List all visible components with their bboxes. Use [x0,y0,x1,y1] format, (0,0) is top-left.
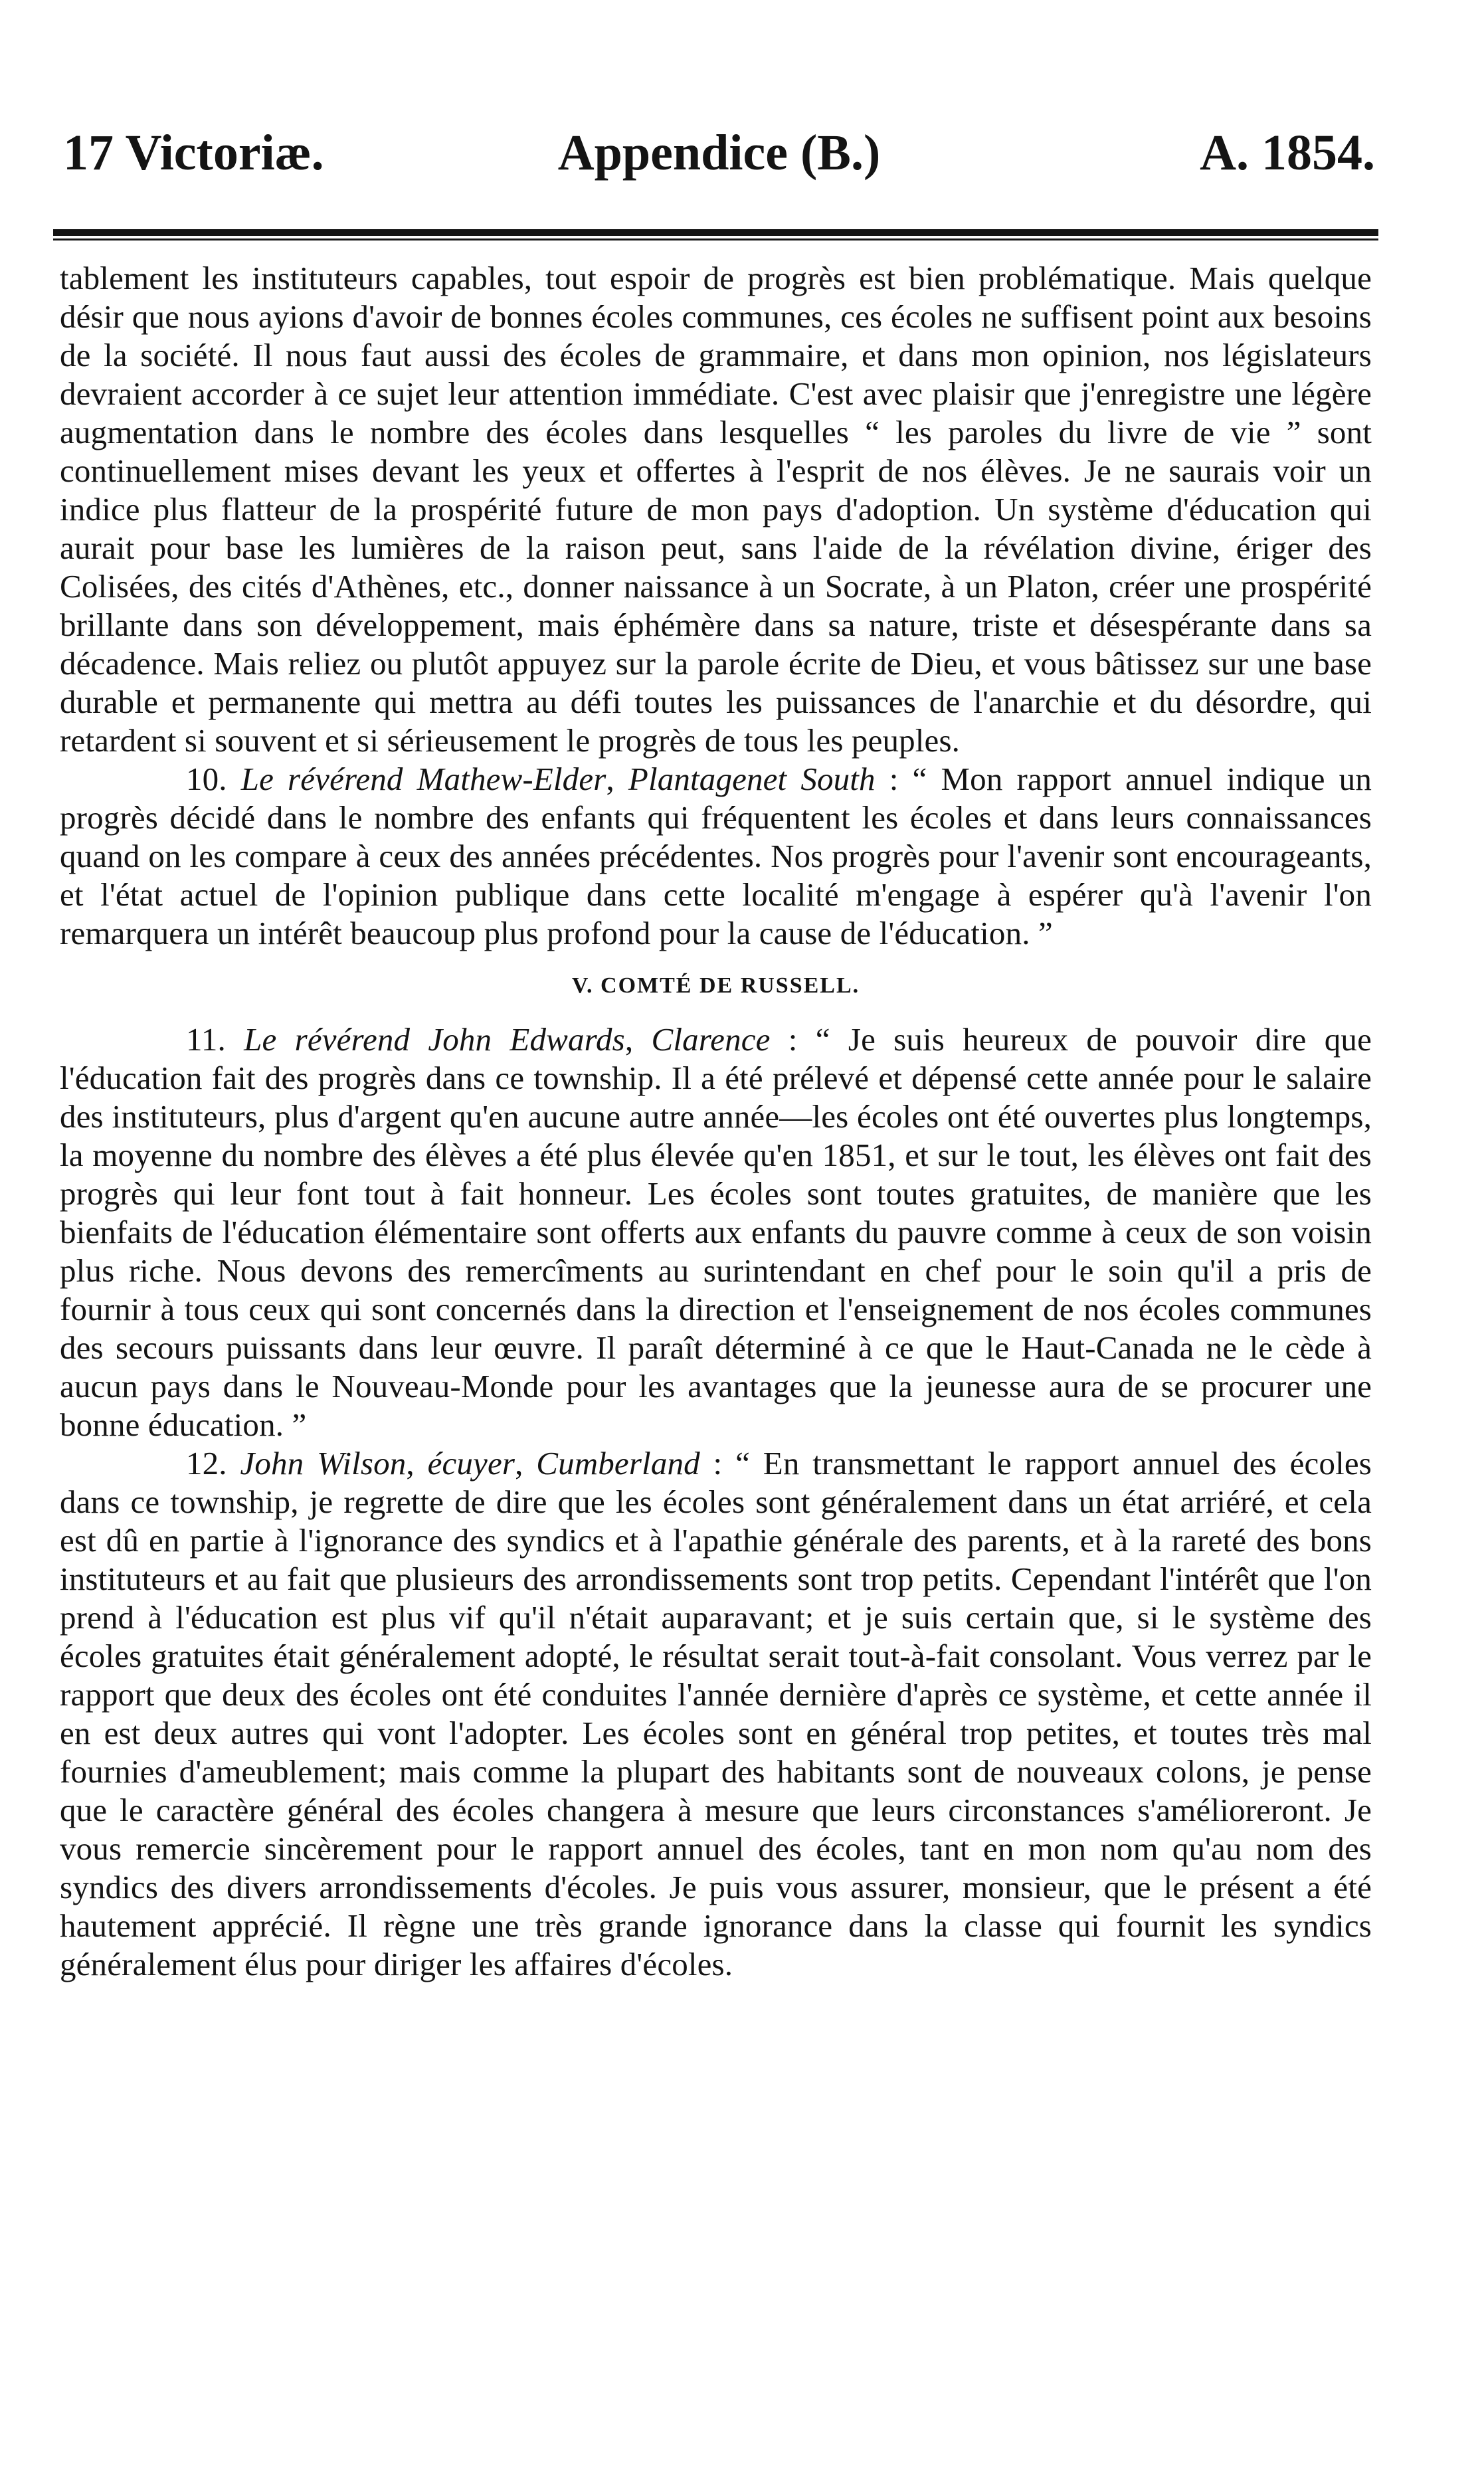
entry-text: “ Mon rapport annuel indique un progrès décidé dans le nombre des enfants qui fréquentent les écoles et dans leurs connaissances quand on les compare à ceux des années précédentes. Nos progrès pour l'avenir sont encourageants, et l'état actuel de l'opinion publique dans cette localité m'engage à espérer qu'à l'avenir l'on remarquera un intérêt beaucoup plus profond pour la cause de l'éducation. ” [60,761,1372,951]
entry-number: 10. [186,761,227,797]
header-session: 17 Victoriæ. [63,125,324,181]
paragraph-continuation: tablement les instituteurs capables, tout espoir de progrès est bien problématique. Mais quelque désir que nous ayions d'avoir de bonnes écoles communes, ces écoles ne suffisent point aux besoins de la société. Il nous faut aussi des écoles de grammaire, et dans mon opinion, nos législateurs devraient accorder à ce sujet leur attention immédiate. C'est avec plaisir que j'enregistre une légère augmentation dans le nombre des écoles dans lesquelles “ les paroles du livre de vie ” sont continuellement mises devant les yeux et offertes à l'esprit de nos élèves. Je ne saurais voir un indice plus flatteur de la prospérité future de mon pays d'adoption. Un système d'éducation qui aurait pour base les lumières de la raison peut, sans l'aide de la révélation divine, ériger des Colisées, des cités d'Athènes, etc., donner naissance à un Socrate, à un Platon, créer une prospérité brillante dans son développement, mais éphémère dans sa nature, triste et désespérante dans sa décadence. Mais reliez ou plutôt appuyez sur la parole écrite de Dieu, et vous bâtissez sur une base durable et permanente qui mettra au défi toutes les puissances de l'anarchie et du désordre, qui retardent si souvent et si sérieusement le progrès de tous les peuples. [60,260,1372,759]
header-title: Appendice (B.) [557,125,881,181]
entry-12: 12. John Wilson, écuyer, Cumberland : “ En transmettant le rapport annuel des écoles dans ce township, je regrette de dire que les écoles sont généralement dans un état arriéré, et cela est dû en partie à l'ignorance des syndics et à l'apathie générale des parents, et à la rareté des bons instituteurs et au fait que plusieurs des arrondissements sont trop petits. Cependant l'intérêt que l'on prend à l'éducation est plus vif qu'il n'était auparavant; et je suis certain que, si le système des écoles gratuites était généralement adopté, le résultat serait tout-à-fait consolant. Vous verrez par le rapport que deux des écoles ont été conduites l'année dernière d'après ce système, et cette année il en est deux autres qui vont l'adopter. Les écoles sont en général trop petites, et toutes très mal fournies d'ameublement; mais comme la plupart des habitants sont de nouveaux colons, je pense que le caractère général des écoles changera à mesure que leurs circonstances s'amélioreront. Je vous remercie sincèrement pour le rapport annuel des écoles, tant en mon nom qu'au nom des syndics des divers arrondissements d'écoles. Je puis vous assurer, monsieur, que le présent a été hautement apprécié. Il règne une très grande ignorance dans la classe qui fournit les syndics généralement élus pour diriger les affaires d'écoles. [60,1445,1372,1982]
entry-title: écuyer [427,1445,515,1481]
entry-11: 11. Le révérend John Edwards, Clarence : “ Je suis heureux de pouvoir dire que l'éducation fait des progrès dans ce township. Il a été prélevé et dépensé cette année pour le salaire des instituteurs, plus d'argent qu'en aucune autre année—les écoles ont été ouvertes plus longtemps, la moyenne du nombre des élèves a été plus élevée qu'en 1851, et sur le tout, les élèves ont fait des progrès qui leur font tout à fait honneur. Les écoles sont toutes gratuites, de manière que les bienfaits de l'éducation élémentaire sont offerts aux enfants du pauvre comme à ceux de son voisin plus riche. Nous devons des remercîments au surintendant en chef pour le soin qu'il a pris de fournir à tous ceux qui sont concernés dans la direction et l'enseignement de nos écoles communes des secours puissants dans leur œuvre. Il paraît déterminé à ce que le Haut-Canada ne le cède à aucun pays dans le Nouveau-Monde pour les avantages que la jeunesse aura de se procurer une bonne éducation. ” [60,1021,1372,1443]
running-header [63,116,1375,189]
entry-person: Le révérend John Edwards [244,1021,625,1058]
entry-text: “ Je suis heureux de pouvoir dire que l'éducation fait des progrès dans ce township. Il a été prélevé et dépensé cette année pour le salaire des instituteurs, plus d'argent qu'en aucune autre année—les écoles ont été ouvertes plus longtemps, la moyenne du nombre des élèves a été plus élevée qu'en 1851, et sur le tout, les élèves ont fait des progrès qui leur font tout à fait honneur. Les écoles sont toutes gratuites, de manière que les bienfaits de l'éducation élémentaire sont offerts aux enfants du pauvre comme à ceux de son voisin plus riche. Nous devons des remercîments au surintendant en chef pour le soin qu'il a pris de fournir à tous ceux qui sont concernés dans la direction et l'enseignement de nos écoles communes des secours puissants dans leur œuvre. Il paraît déterminé à ce que le Haut-Canada ne le cède à aucun pays dans le Nouveau-Monde pour les avantages que la jeunesse aura de se procurer une bonne éducation. ” [60,1021,1372,1443]
entry-place: Cumberland [536,1445,700,1481]
entry-number: 12. [186,1445,227,1481]
header-year: A. 1854. [1200,125,1375,181]
entry-place: Clarence [651,1021,771,1058]
entry-place: Plantagenet South [628,761,876,797]
entry-person: Le révérend Mathew-Elder [240,761,606,797]
header-rule [53,229,1378,240]
entry-person: John Wilson [240,1445,407,1481]
entry-10: 10. Le révérend Mathew-Elder, Plantagenet South : “ Mon rapport annuel indique un progrès décidé dans le nombre des enfants qui fréquentent les écoles et dans leurs connaissances quand on les compare à ceux des années précédentes. Nos progrès pour l'avenir sont encourageants, et l'état actuel de l'opinion publique dans cette localité m'engage à espérer qu'à l'avenir l'on remarquera un intérêt beaucoup plus profond pour la cause de l'éducation. ” [60,761,1372,951]
body-text [60,259,1372,1984]
entry-number: 11. [186,1021,226,1058]
entry-text: “ En transmettant le rapport annuel des écoles dans ce township, je regrette de dire que les écoles sont généralement dans un état arriéré, et cela est dû en partie à l'ignorance des syndics et à l'apathie générale des parents, et à la rareté des bons instituteurs et au fait que plusieurs des arrondissements sont trop petits. Cependant l'intérêt que l'on prend à l'éducation est plus vif qu'il n'était auparavant; et je suis certain que, si le système des écoles gratuites était généralement adopté, le résultat serait tout-à-fait consolant. Vous verrez par le rapport que deux des écoles ont été conduites l'année dernière d'après ce système, et cette année il en est deux autres qui vont l'adopter. Les écoles sont en général trop petites, et toutes très mal fournies d'ameublement; mais comme la plupart des habitants sont de nouveaux colons, je pense que le caractère général des écoles changera à mesure que leurs circonstances s'amélioreront. Je vous remercie sincèrement pour le rapport annuel des écoles, tant en mon nom qu'au nom des syndics des divers arrondissements d'écoles. Je puis vous assurer, monsieur, que le présent a été hautement apprécié. Il règne une très grande ignorance dans la classe qui fournit les syndics généralement élus pour diriger les affaires d'écoles. [60,1445,1372,1982]
section-heading: V. COMTÉ DE RUSSELL. [571,973,860,998]
